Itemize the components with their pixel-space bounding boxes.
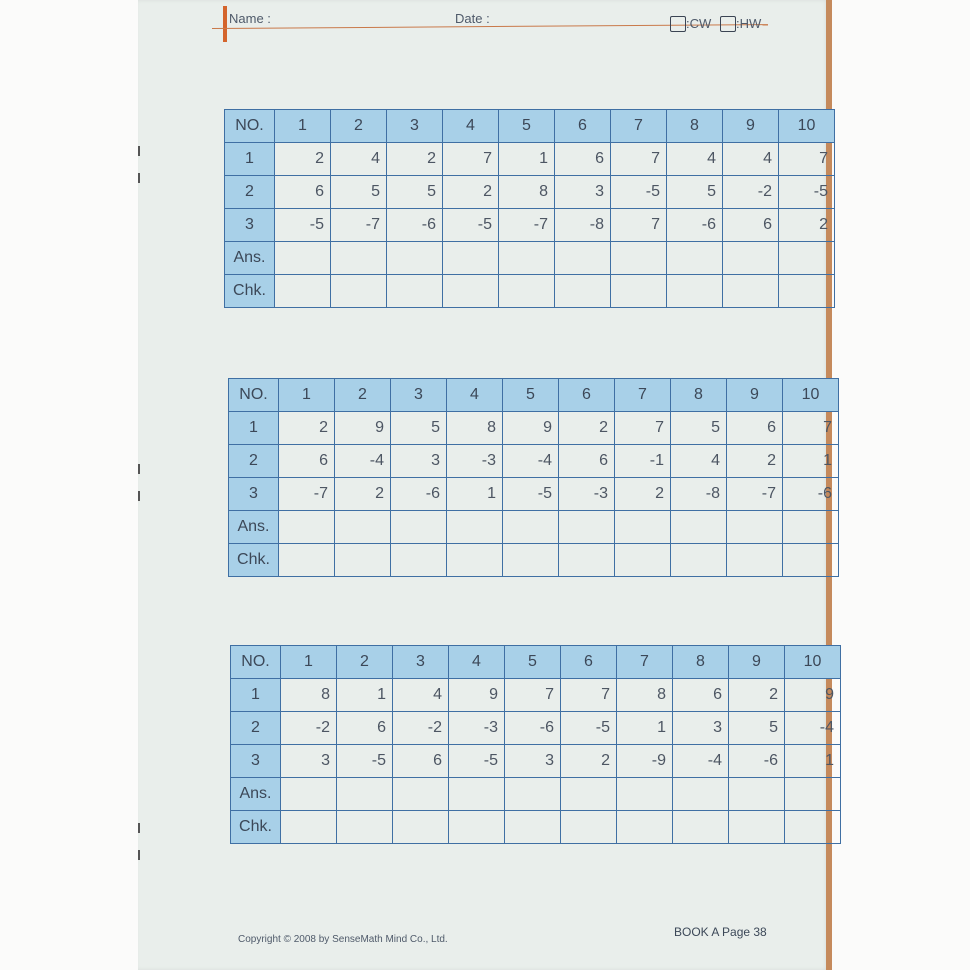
header-problem-cell: 5	[505, 646, 561, 679]
number-cell: 7	[615, 412, 671, 445]
number-cell: 4	[723, 143, 779, 176]
number-cell: 1	[617, 712, 673, 745]
header-problem-cell: 7	[611, 110, 667, 143]
answer-cell[interactable]	[393, 811, 449, 844]
number-cell: 2	[335, 478, 391, 511]
table-header-row	[225, 110, 835, 143]
number-cell: 3	[505, 745, 561, 778]
number-cell: 6	[673, 679, 729, 712]
row-label: Chk.	[231, 811, 281, 844]
header-problem-cell: 8	[671, 379, 727, 412]
number-cell: -5	[337, 745, 393, 778]
number-cell: -5	[503, 478, 559, 511]
header-no-cell: NO.	[231, 646, 281, 679]
number-cell: 2	[779, 209, 835, 242]
answer-cell[interactable]	[783, 544, 839, 577]
number-cell: -4	[335, 445, 391, 478]
row-label: 3	[231, 745, 281, 778]
answer-cell[interactable]	[275, 275, 331, 308]
number-cell: 9	[449, 679, 505, 712]
answer-cell[interactable]	[723, 242, 779, 275]
answer-cell[interactable]	[673, 778, 729, 811]
table-row	[231, 745, 841, 778]
number-cell: 2	[387, 143, 443, 176]
answer-cell[interactable]	[449, 778, 505, 811]
number-cell: -5	[449, 745, 505, 778]
number-cell: -6	[391, 478, 447, 511]
number-cell: 2	[615, 478, 671, 511]
table-row	[229, 478, 839, 511]
row-label: 1	[225, 143, 275, 176]
answer-cell[interactable]	[337, 811, 393, 844]
number-cell: 9	[785, 679, 841, 712]
header-problem-cell: 7	[615, 379, 671, 412]
header-problem-cell: 6	[559, 379, 615, 412]
number-cell: 4	[667, 143, 723, 176]
table-header-row	[229, 379, 839, 412]
answer-cell[interactable]	[667, 275, 723, 308]
binding-mark	[138, 850, 140, 860]
number-cell: -4	[785, 712, 841, 745]
number-cell: 6	[275, 176, 331, 209]
number-cell: -5	[561, 712, 617, 745]
header-problem-cell: 2	[335, 379, 391, 412]
header-problem-cell: 6	[561, 646, 617, 679]
answer-cell[interactable]	[443, 242, 499, 275]
answer-cell[interactable]	[275, 242, 331, 275]
number-cell: 6	[727, 412, 783, 445]
row-label: 1	[229, 412, 279, 445]
header-problem-cell: 10	[783, 379, 839, 412]
header-problem-cell: 9	[727, 379, 783, 412]
number-cell: -9	[617, 745, 673, 778]
answer-cell[interactable]	[785, 811, 841, 844]
answer-cell[interactable]	[723, 275, 779, 308]
answer-cell[interactable]	[499, 275, 555, 308]
answer-cell[interactable]	[561, 811, 617, 844]
number-cell: -8	[671, 478, 727, 511]
header-no-cell: NO.	[229, 379, 279, 412]
header-problem-cell: 5	[503, 379, 559, 412]
number-cell: 1	[447, 478, 503, 511]
answer-cell[interactable]	[779, 275, 835, 308]
answer-cell[interactable]	[335, 544, 391, 577]
number-cell: 2	[727, 445, 783, 478]
row-label: 2	[225, 176, 275, 209]
answer-cell[interactable]	[505, 811, 561, 844]
answer-cell[interactable]	[729, 778, 785, 811]
header-problem-cell: 8	[673, 646, 729, 679]
table-row	[225, 275, 835, 308]
number-cell: 2	[729, 679, 785, 712]
number-cell: 7	[561, 679, 617, 712]
table-row	[231, 811, 841, 844]
answer-cell[interactable]	[447, 511, 503, 544]
row-label: 3	[225, 209, 275, 242]
number-cell: -2	[393, 712, 449, 745]
number-cell: 3	[673, 712, 729, 745]
number-cell: 5	[391, 412, 447, 445]
answer-cell[interactable]	[391, 511, 447, 544]
number-cell: -6	[783, 478, 839, 511]
number-cell: -5	[779, 176, 835, 209]
answer-cell[interactable]	[331, 275, 387, 308]
answer-cell[interactable]	[729, 811, 785, 844]
table-row	[229, 445, 839, 478]
practice-table-2	[228, 378, 839, 577]
number-cell: 6	[723, 209, 779, 242]
number-cell: 7	[611, 143, 667, 176]
answer-cell[interactable]	[559, 544, 615, 577]
answer-cell[interactable]	[499, 242, 555, 275]
number-cell: -3	[559, 478, 615, 511]
number-cell: 2	[561, 745, 617, 778]
answer-cell[interactable]	[673, 811, 729, 844]
left-margin	[0, 0, 138, 970]
number-cell: 6	[559, 445, 615, 478]
answer-cell[interactable]	[387, 275, 443, 308]
number-cell: 6	[279, 445, 335, 478]
number-cell: 3	[281, 745, 337, 778]
number-cell: 1	[499, 143, 555, 176]
number-cell: 2	[443, 176, 499, 209]
number-cell: 7	[443, 143, 499, 176]
number-cell: 4	[393, 679, 449, 712]
answer-cell[interactable]	[615, 544, 671, 577]
header-problem-cell: 9	[723, 110, 779, 143]
number-cell: 4	[331, 143, 387, 176]
number-cell: 6	[555, 143, 611, 176]
hw-label: :HW	[736, 16, 762, 31]
number-cell: -7	[279, 478, 335, 511]
binding-mark	[138, 464, 140, 474]
number-cell: -5	[275, 209, 331, 242]
table-row	[231, 712, 841, 745]
number-cell: 3	[555, 176, 611, 209]
answer-cell[interactable]	[279, 511, 335, 544]
answer-cell[interactable]	[503, 544, 559, 577]
number-cell: 8	[447, 412, 503, 445]
number-cell: 8	[617, 679, 673, 712]
row-label: Ans.	[229, 511, 279, 544]
table-row	[225, 176, 835, 209]
table-row	[231, 778, 841, 811]
number-cell: 1	[785, 745, 841, 778]
answer-cell[interactable]	[393, 778, 449, 811]
number-cell: 7	[783, 412, 839, 445]
row-label: 2	[229, 445, 279, 478]
table-row	[225, 209, 835, 242]
answer-cell[interactable]	[561, 778, 617, 811]
number-cell: 5	[667, 176, 723, 209]
header-problem-cell: 2	[337, 646, 393, 679]
header-problem-cell: 3	[387, 110, 443, 143]
number-cell: 5	[331, 176, 387, 209]
header-problem-cell: 10	[785, 646, 841, 679]
number-cell: -7	[499, 209, 555, 242]
table-row	[229, 544, 839, 577]
number-cell: -6	[387, 209, 443, 242]
number-cell: 3	[391, 445, 447, 478]
row-label: 1	[231, 679, 281, 712]
number-cell: -4	[503, 445, 559, 478]
number-cell: -4	[673, 745, 729, 778]
answer-cell[interactable]	[391, 544, 447, 577]
answer-cell[interactable]	[331, 242, 387, 275]
header-problem-cell: 1	[279, 379, 335, 412]
table-header-row	[231, 646, 841, 679]
answer-cell[interactable]	[727, 511, 783, 544]
binding-mark	[138, 173, 140, 183]
right-margin	[832, 0, 970, 970]
number-cell: -5	[443, 209, 499, 242]
number-cell: -7	[727, 478, 783, 511]
answer-cell[interactable]	[611, 275, 667, 308]
table-row	[225, 143, 835, 176]
answer-cell[interactable]	[449, 811, 505, 844]
number-cell: 1	[337, 679, 393, 712]
header-problem-cell: 3	[391, 379, 447, 412]
header-problem-cell: 7	[617, 646, 673, 679]
answer-cell[interactable]	[337, 778, 393, 811]
answer-cell[interactable]	[617, 811, 673, 844]
header-problem-cell: 4	[447, 379, 503, 412]
answer-cell[interactable]	[617, 778, 673, 811]
answer-cell[interactable]	[555, 275, 611, 308]
hw-checkbox[interactable]	[720, 16, 736, 32]
table-row	[229, 511, 839, 544]
binding-mark	[138, 146, 140, 156]
number-cell: 5	[729, 712, 785, 745]
answer-cell[interactable]	[443, 275, 499, 308]
number-cell: 9	[335, 412, 391, 445]
row-label: 3	[229, 478, 279, 511]
number-cell: 6	[337, 712, 393, 745]
number-cell: -2	[281, 712, 337, 745]
number-cell: -6	[729, 745, 785, 778]
header-problem-cell: 10	[779, 110, 835, 143]
row-label: Chk.	[229, 544, 279, 577]
row-label: Ans.	[231, 778, 281, 811]
answer-cell[interactable]	[503, 511, 559, 544]
number-cell: -3	[449, 712, 505, 745]
practice-table-3	[230, 645, 841, 844]
answer-cell[interactable]	[727, 544, 783, 577]
number-cell: 7	[505, 679, 561, 712]
cw-checkbox[interactable]	[670, 16, 686, 32]
number-cell: 7	[611, 209, 667, 242]
answer-cell[interactable]	[785, 778, 841, 811]
header-problem-cell: 4	[443, 110, 499, 143]
number-cell: 5	[671, 412, 727, 445]
header-no-cell: NO.	[225, 110, 275, 143]
number-cell: -5	[611, 176, 667, 209]
name-label: Name :	[229, 11, 271, 26]
answer-cell[interactable]	[559, 511, 615, 544]
table-row	[231, 679, 841, 712]
header-problem-cell: 6	[555, 110, 611, 143]
header-problem-cell: 5	[499, 110, 555, 143]
number-cell: 2	[279, 412, 335, 445]
answer-cell[interactable]	[447, 544, 503, 577]
cw-label: :CW	[686, 16, 712, 31]
answer-cell[interactable]	[281, 811, 337, 844]
number-cell: -3	[447, 445, 503, 478]
answer-cell[interactable]	[555, 242, 611, 275]
number-cell: 7	[779, 143, 835, 176]
number-cell: -2	[723, 176, 779, 209]
answer-cell[interactable]	[783, 511, 839, 544]
row-label: Ans.	[225, 242, 275, 275]
copyright-notice: Copyright © 2008 by SenseMath Mind Co., Ltd.	[238, 934, 448, 945]
number-cell: 2	[559, 412, 615, 445]
number-cell: -8	[555, 209, 611, 242]
number-cell: 6	[393, 745, 449, 778]
answer-cell[interactable]	[279, 544, 335, 577]
answer-cell[interactable]	[335, 511, 391, 544]
number-cell: 5	[387, 176, 443, 209]
number-cell: 4	[671, 445, 727, 478]
header-problem-cell: 1	[275, 110, 331, 143]
date-label: Date :	[455, 11, 490, 26]
answer-cell[interactable]	[615, 511, 671, 544]
answer-cell[interactable]	[671, 544, 727, 577]
header-problem-cell: 2	[331, 110, 387, 143]
number-cell: -7	[331, 209, 387, 242]
number-cell: -1	[615, 445, 671, 478]
number-cell: 2	[275, 143, 331, 176]
answer-cell[interactable]	[505, 778, 561, 811]
header-problem-cell: 1	[281, 646, 337, 679]
header-problem-cell: 3	[393, 646, 449, 679]
number-cell: -6	[505, 712, 561, 745]
answer-cell[interactable]	[611, 242, 667, 275]
binding-mark	[138, 491, 140, 501]
binding-mark	[138, 823, 140, 833]
number-cell: -6	[667, 209, 723, 242]
answer-cell[interactable]	[671, 511, 727, 544]
header-accent-bar	[223, 6, 227, 42]
table-row	[225, 242, 835, 275]
header-problem-cell: 4	[449, 646, 505, 679]
practice-table-1	[224, 109, 835, 308]
table-row	[229, 412, 839, 445]
page-number: BOOK A Page 38	[674, 925, 767, 939]
answer-cell[interactable]	[387, 242, 443, 275]
header-problem-cell: 9	[729, 646, 785, 679]
header-problem-cell: 8	[667, 110, 723, 143]
number-cell: 8	[281, 679, 337, 712]
number-cell: 8	[499, 176, 555, 209]
row-label: Chk.	[225, 275, 275, 308]
row-label: 2	[231, 712, 281, 745]
number-cell: 9	[503, 412, 559, 445]
answer-cell[interactable]	[667, 242, 723, 275]
number-cell: 1	[783, 445, 839, 478]
answer-cell[interactable]	[779, 242, 835, 275]
answer-cell[interactable]	[281, 778, 337, 811]
